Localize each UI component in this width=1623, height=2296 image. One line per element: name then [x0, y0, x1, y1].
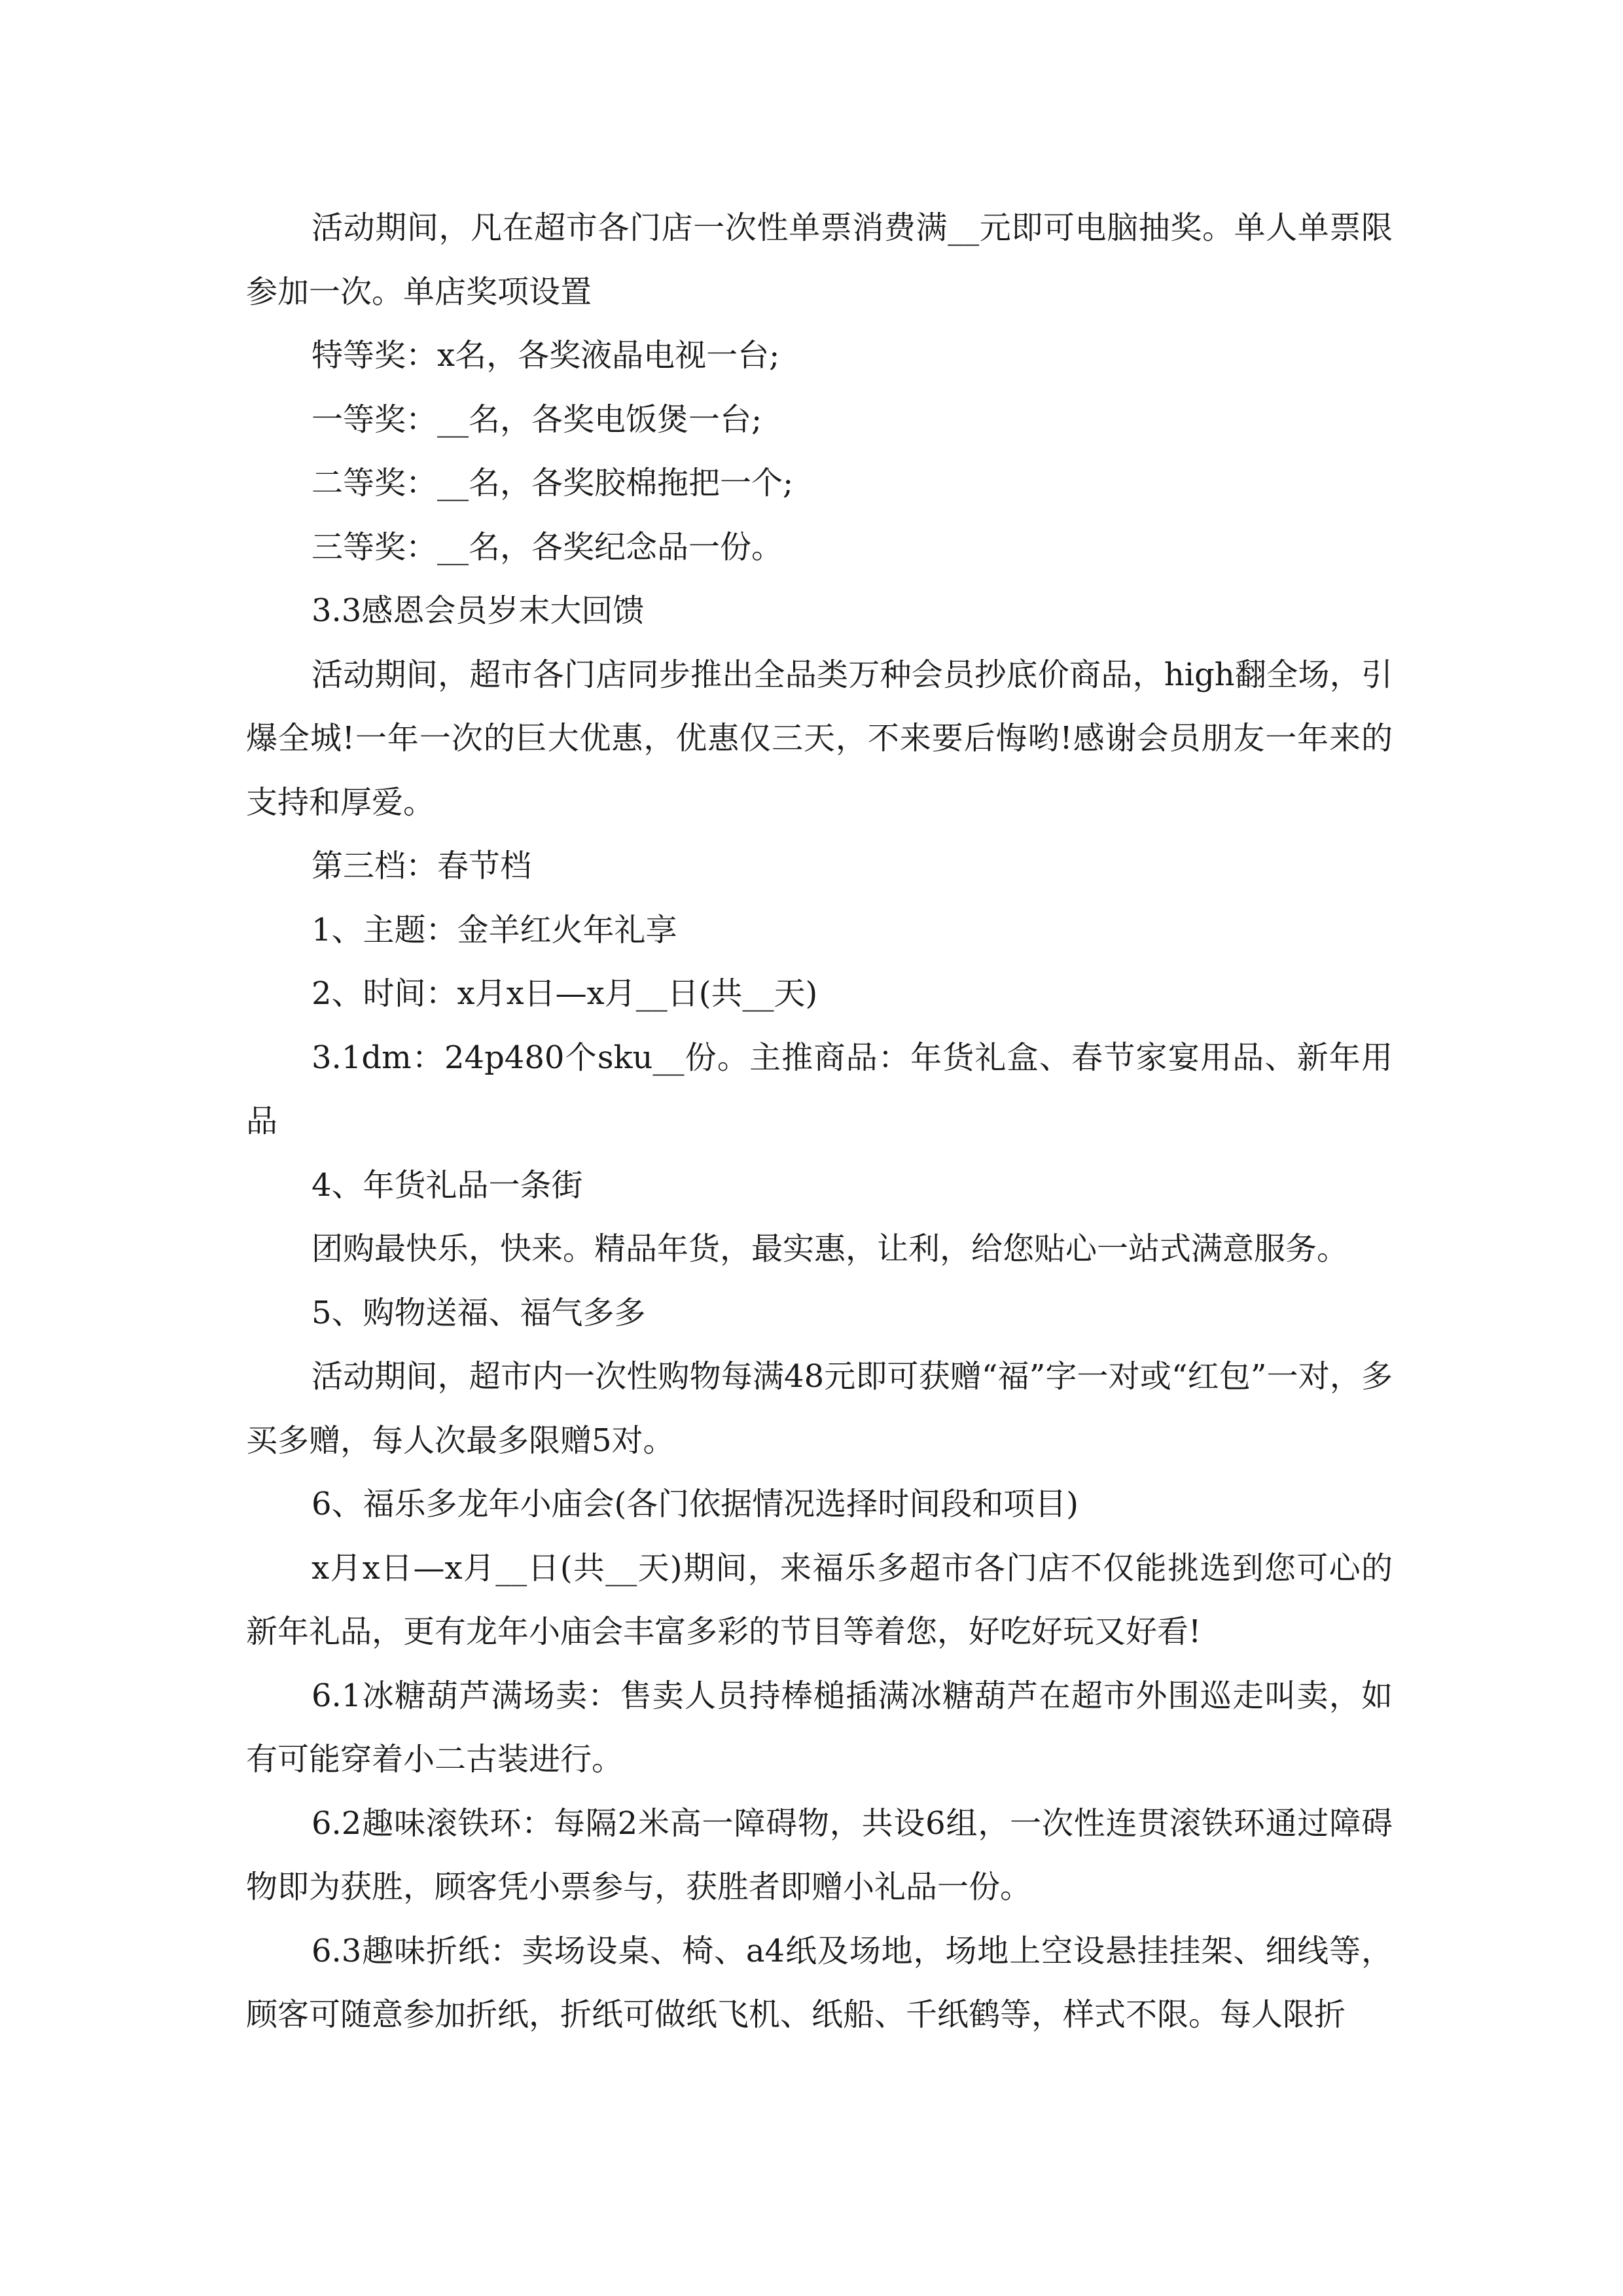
- paragraph-grand-prize: 特等奖：x名，各奖液晶电视一台;: [312, 337, 780, 374]
- paragraph-lottery-rules: 活动期间，凡在超市各门店一次性单票消费满__元即可电脑抽奖。单人单票限参加一次。单店奖项设置: [246, 209, 1393, 310]
- paragraph-temple-fair: x月x日—x月__日(共__天)期间，来福乐多超市各门店不仅能挑选到您可心的新年礼品，更有龙年小庙会丰富多彩的节目等着您，好吃好玩又好看!: [246, 1549, 1393, 1650]
- paragraph-second-prize: 二等奖：__名，各奖胶棉拖把一个;: [312, 465, 794, 501]
- paragraph-iron-hoop: 6.2趣味滚铁环：每隔2米高一障碍物，共设6组，一次性连贯滚铁环通过障碍物即为获胜，顾客凭小票参与，获胜者即赠小礼品一份。: [246, 1804, 1393, 1905]
- paragraph-first-prize: 一等奖：__名，各奖电饭煲一台;: [312, 401, 762, 438]
- section-heading-member-feedback: 3.3感恩会员岁末大回馈: [312, 592, 645, 629]
- paragraph-group-buy: 团购最快乐，快来。精品年货，最实惠，让利，给您贴心一站式满意服务。: [312, 1230, 1349, 1267]
- list-item-fortune-gift: 5、购物送福、福气多多: [312, 1294, 646, 1331]
- paragraph-fortune-gift: 活动期间，超市内一次性购物每满48元即可获赠“福”字一对或“红包”一对，多买多赠，每人次最多限赠5对。: [246, 1358, 1393, 1459]
- list-item-time: 2、时间：x月x日—x月__日(共__天): [312, 975, 818, 1012]
- list-item-theme: 1、主题：金羊红火年礼享: [312, 911, 677, 948]
- document-body: [246, 196, 1393, 2047]
- list-item-temple-fair: 6、福乐多龙年小庙会(各门依据情况选择时间段和项目): [312, 1486, 1079, 1522]
- paragraph-third-prize: 三等奖：__名，各奖纪念品一份。: [312, 528, 783, 565]
- paragraph-member-feedback: 活动期间，超市各门店同步推出全品类万种会员抄底价商品，high翻全场，引爆全城!一年一次的巨大优惠，优惠仅三天，不来要后悔哟!感谢会员朋友一年来的支持和厚爱。: [246, 656, 1393, 821]
- list-item-gift-street: 4、年货礼品一条街: [312, 1166, 583, 1204]
- paragraph-candied-haws: 6.1冰糖葫芦满场卖：售卖人员持棒槌插满冰糖葫芦在超市外围巡走叫卖，如有可能穿着小二古装进行。: [246, 1677, 1393, 1778]
- list-item-dm: 3.1dm：24p480个sku__份。主推商品：年货礼盒、春节家宴用品、新年用品: [246, 1039, 1393, 1139]
- section-heading-spring-festival: 第三档：春节档: [312, 848, 532, 884]
- paragraph-paper-folding: 6.3趣味折纸：卖场设桌、椅、a4纸及场地，场地上空设悬挂挂架、细线等，顾客可随意参加折纸，折纸可做纸飞机、纸船、千纸鹤等，样式不限。每人限折: [246, 1932, 1393, 2033]
